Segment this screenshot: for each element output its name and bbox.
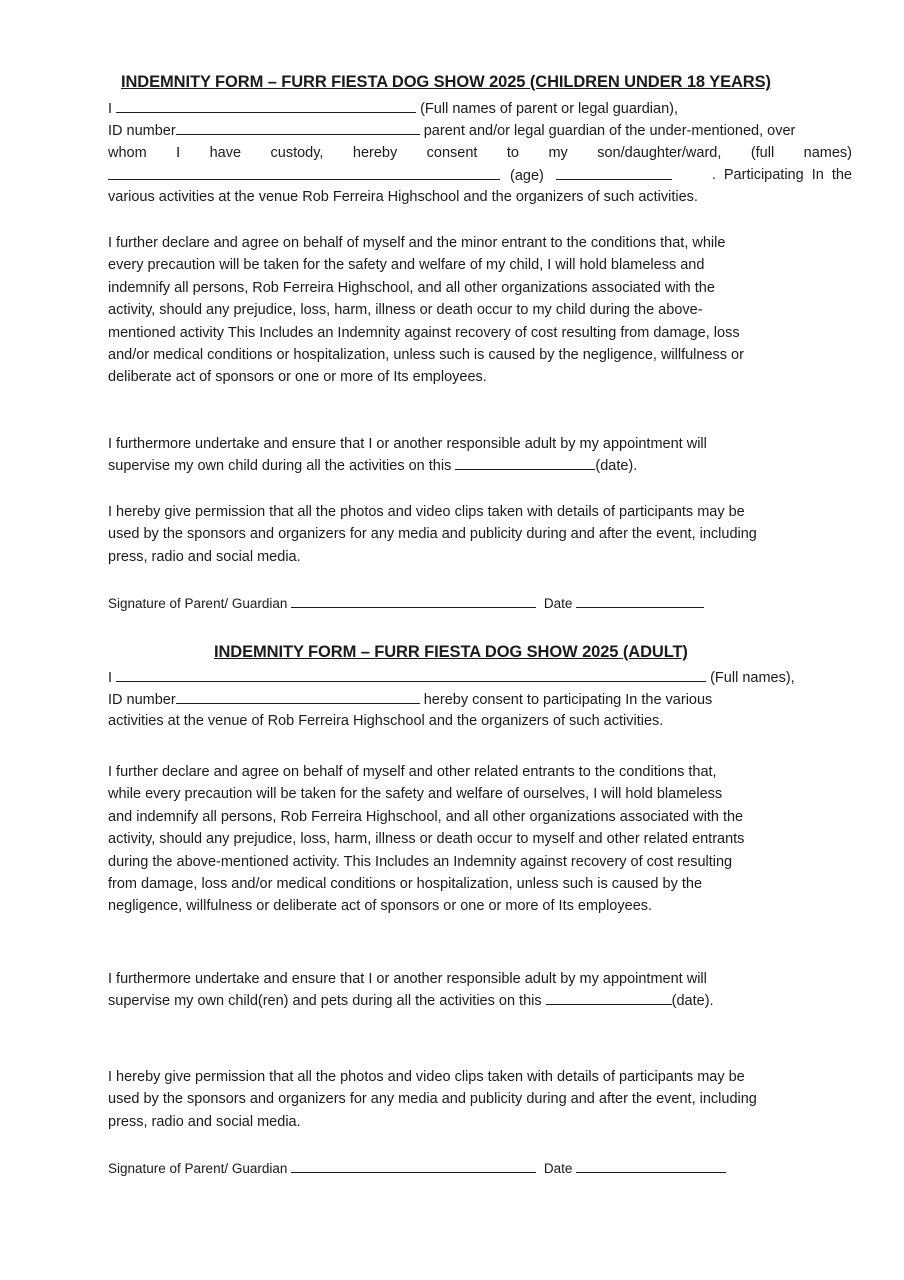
form1-line-guardian-name: I (Full names of parent or legal guardian), — [108, 101, 679, 117]
form2-signature-field[interactable] — [291, 1159, 536, 1173]
form2-line-venue: activities at the venue of Rob Ferreira Highschool and the organizers of such activities. — [108, 713, 664, 729]
guardian-id-field[interactable] — [176, 121, 420, 135]
form1-signature-field[interactable] — [291, 594, 536, 608]
form1-media-paragraph: I hereby give permission that all the photos and video clips taken with details of participants may be used by the sponsors and organizers for any media and publicity during and after the event, including press, radio and social media. — [108, 504, 757, 565]
form2-declaration-paragraph: I further declare and agree on behalf of myself and other related entrants to the conditions that, while every precaution will be taken for the safety and welfare of ourselves, I will hold blameless and indemnify all persons, Rob Ferreira Highschool, and all other organizations associated with the activity, should any prejudice, loss, harm, illness or death occur to myself and other related entrants during the above-mentioned activity. This Includes an Indemnity against recovery of cost resulting from damage, loss and/or medical conditions or hospitalization, unless such is caused by the negligence, willfulness or deliberate act of sponsors or one or more of Its employees. — [108, 764, 745, 915]
form1-date-field[interactable] — [576, 594, 704, 608]
form1-supervision-paragraph: I furthermore undertake and ensure that I or another responsible adult by my appointment will supervise my own child during all the activities on this (date). — [108, 436, 707, 475]
adult-name-field[interactable] — [116, 668, 706, 682]
adult-id-field[interactable] — [176, 690, 420, 704]
form1-declaration-paragraph: I further declare and agree on behalf of myself and the minor entrant to the conditions that, while every precaution will be taken for the safety and welfare of my child, I will hold blameless and indemnify all persons, Rob Ferreira Highschool, and all other organizations associated with the activity, should any prejudice, loss, harm, illness or death occur to my child during the above-mentioned activity This Includes an Indemnity against recovery of cost resulting from damage, loss and/or medical conditions or hospitalization, unless such is caused by the negligence, willfulness or deliberate act of sponsors or one or more of Its employees. — [108, 235, 744, 386]
form1-line-custody: whom I have custody, hereby consent to my son/daughter/ward, (full names) — [108, 145, 852, 161]
form2-title: INDEMNITY FORM – FURR FIESTA DOG SHOW 2025 (ADULT) — [214, 643, 688, 661]
child-name-field[interactable] — [108, 166, 500, 180]
guardian-name-field[interactable] — [116, 99, 416, 113]
form2-line-id: ID number hereby consent to participating In the various — [108, 692, 713, 708]
form1-line-child: (age) . Participating In the — [108, 166, 852, 185]
form1-supervision-date-field[interactable] — [455, 456, 595, 470]
form2-media-paragraph: I hereby give permission that all the photos and video clips taken with details of participants may be used by the sponsors and organizers for any media and publicity during and after the event, including press, radio and social media. — [108, 1069, 757, 1130]
form1-line-venue: various activities at the venue Rob Ferreira Highschool and the organizers of such activities. — [108, 189, 698, 205]
form2-supervision-paragraph: I furthermore undertake and ensure that I or another responsible adult by my appointment will supervise my own child(ren) and pets during all the activities on this (date). — [108, 971, 714, 1010]
form1-signature-line: Signature of Parent/ Guardian Date — [108, 594, 704, 611]
form2-date-field[interactable] — [576, 1159, 726, 1173]
child-age-field[interactable] — [556, 166, 672, 180]
form2-signature-line: Signature of Parent/ Guardian Date — [108, 1159, 726, 1176]
form2-line-full-name: I (Full names), — [108, 670, 795, 686]
form1-line-id: ID number parent and/or legal guardian of the under-mentioned, over — [108, 123, 796, 139]
form2-supervision-date-field[interactable] — [546, 991, 672, 1005]
form1-title: INDEMNITY FORM – FURR FIESTA DOG SHOW 2025 (CHILDREN UNDER 18 YEARS) — [121, 73, 771, 91]
